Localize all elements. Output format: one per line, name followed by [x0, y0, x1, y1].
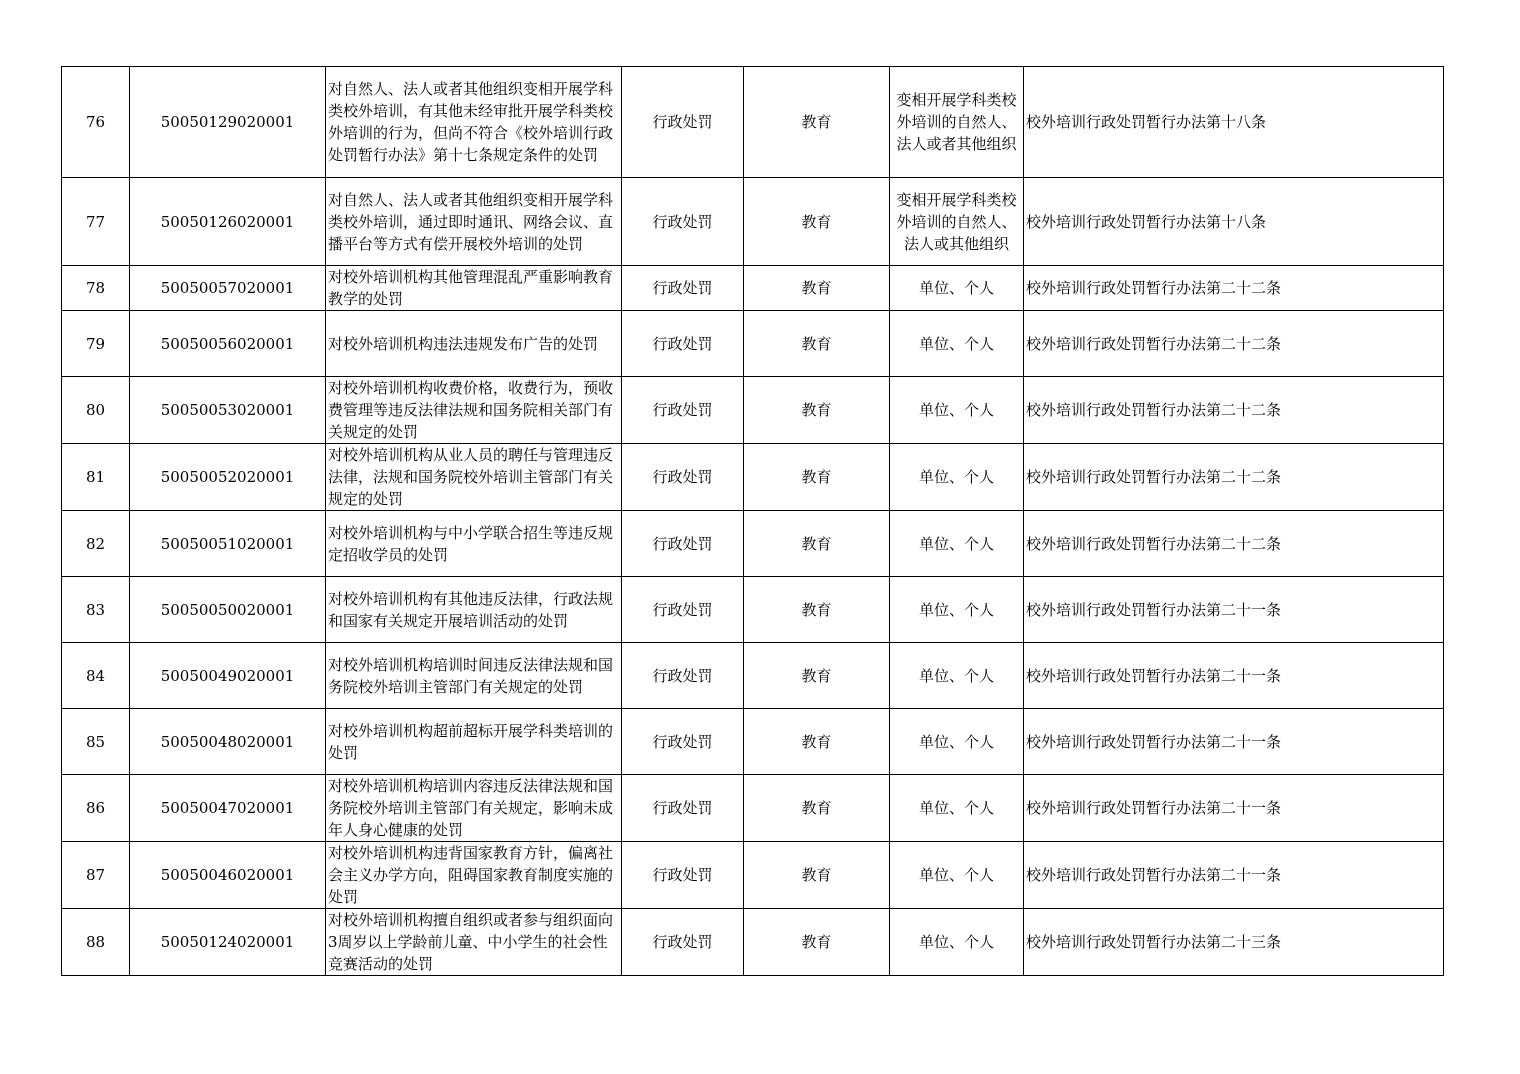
power-type-cell: 行政处罚: [622, 67, 744, 178]
item-name-cell: 对校外培训机构与中小学联合招生等违反规定招收学员的处罚: [326, 511, 622, 577]
legal-basis-cell: 校外培训行政处罚暂行办法第二十一条: [1024, 643, 1444, 709]
target-object-cell: 单位、个人: [890, 311, 1024, 377]
row-number-cell: 82: [62, 511, 130, 577]
power-type-cell: 行政处罚: [622, 643, 744, 709]
table-row: [62, 842, 1444, 909]
row-number-cell: 87: [62, 842, 130, 909]
power-type-cell: 行政处罚: [622, 842, 744, 909]
power-type-cell: 行政处罚: [622, 577, 744, 643]
power-type-cell: 行政处罚: [622, 511, 744, 577]
target-object-cell: 单位、个人: [890, 577, 1024, 643]
legal-basis-cell: 校外培训行政处罚暂行办法第十八条: [1024, 67, 1444, 178]
department-cell: 教育: [744, 178, 890, 266]
power-type-cell: 行政处罚: [622, 909, 744, 976]
legal-basis-cell: 校外培训行政处罚暂行办法第二十二条: [1024, 311, 1444, 377]
legal-basis-cell: 校外培训行政处罚暂行办法第二十一条: [1024, 709, 1444, 775]
item-code-cell: 50050053020001: [130, 377, 326, 444]
table-row: [62, 178, 1444, 266]
department-cell: 教育: [744, 709, 890, 775]
item-code-cell: 50050047020001: [130, 775, 326, 842]
power-type-cell: 行政处罚: [622, 709, 744, 775]
power-type-cell: 行政处罚: [622, 266, 744, 311]
table-row: [62, 909, 1444, 976]
item-code-cell: 50050046020001: [130, 842, 326, 909]
department-cell: 教育: [744, 643, 890, 709]
item-name-cell: 对自然人、法人或者其他组织变相开展学科类校外培训，有其他未经审批开展学科类校外培训的行为，但尚不符合《校外培训行政处罚暂行办法》第十七条规定条件的处罚: [326, 67, 622, 178]
target-object-cell: 变相开展学科类校外培训的自然人、法人或者其他组织: [890, 67, 1024, 178]
legal-basis-cell: 校外培训行政处罚暂行办法第二十二条: [1024, 444, 1444, 511]
item-name-cell: 对校外培训机构擅自组织或者参与组织面向3周岁以上学龄前儿童、中小学生的社会性竞赛活动的处罚: [326, 909, 622, 976]
table-row: [62, 444, 1444, 511]
department-cell: 教育: [744, 577, 890, 643]
legal-basis-cell: 校外培训行政处罚暂行办法第二十一条: [1024, 842, 1444, 909]
target-object-cell: 单位、个人: [890, 444, 1024, 511]
department-cell: 教育: [744, 266, 890, 311]
item-code-cell: 50050049020001: [130, 643, 326, 709]
row-number-cell: 84: [62, 643, 130, 709]
target-object-cell: 单位、个人: [890, 266, 1024, 311]
row-number-cell: 83: [62, 577, 130, 643]
department-cell: 教育: [744, 311, 890, 377]
target-object-cell: 单位、个人: [890, 909, 1024, 976]
table-row: [62, 643, 1444, 709]
row-number-cell: 78: [62, 266, 130, 311]
target-object-cell: 变相开展学科类校外培训的自然人、法人或其他组织: [890, 178, 1024, 266]
department-cell: 教育: [744, 775, 890, 842]
power-type-cell: 行政处罚: [622, 377, 744, 444]
item-code-cell: 50050051020001: [130, 511, 326, 577]
table-body: [62, 67, 1444, 976]
department-cell: 教育: [744, 842, 890, 909]
department-cell: 教育: [744, 444, 890, 511]
table-row: [62, 709, 1444, 775]
target-object-cell: 单位、个人: [890, 643, 1024, 709]
table-row: [62, 311, 1444, 377]
item-code-cell: 50050129020001: [130, 67, 326, 178]
row-number-cell: 77: [62, 178, 130, 266]
department-cell: 教育: [744, 909, 890, 976]
target-object-cell: 单位、个人: [890, 377, 1024, 444]
item-name-cell: 对校外培训机构从业人员的聘任与管理违反法律，法规和国务院校外培训主管部门有关规定的处罚: [326, 444, 622, 511]
legal-basis-cell: 校外培训行政处罚暂行办法第二十二条: [1024, 511, 1444, 577]
target-object-cell: 单位、个人: [890, 775, 1024, 842]
legal-basis-cell: 校外培训行政处罚暂行办法第十八条: [1024, 178, 1444, 266]
item-code-cell: 50050056020001: [130, 311, 326, 377]
power-type-cell: 行政处罚: [622, 311, 744, 377]
item-code-cell: 50050052020001: [130, 444, 326, 511]
department-cell: 教育: [744, 511, 890, 577]
legal-basis-cell: 校外培训行政处罚暂行办法第二十一条: [1024, 775, 1444, 842]
table-row: [62, 577, 1444, 643]
item-code-cell: 50050048020001: [130, 709, 326, 775]
item-name-cell: 对校外培训机构收费价格，收费行为，预收费管理等违反法律法规和国务院相关部门有关规定的处罚: [326, 377, 622, 444]
row-number-cell: 85: [62, 709, 130, 775]
table-row: [62, 775, 1444, 842]
legal-basis-cell: 校外培训行政处罚暂行办法第二十二条: [1024, 266, 1444, 311]
item-name-cell: 对自然人、法人或者其他组织变相开展学科类校外培训，通过即时通讯、网络会议、直播平台等方式有偿开展校外培训的处罚: [326, 178, 622, 266]
item-name-cell: 对校外培训机构超前超标开展学科类培训的处罚: [326, 709, 622, 775]
item-name-cell: 对校外培训机构培训内容违反法律法规和国务院校外培训主管部门有关规定，影响未成年人身心健康的处罚: [326, 775, 622, 842]
item-name-cell: 对校外培训机构违背国家教育方针，偏离社会主义办学方向，阻碍国家教育制度实施的处罚: [326, 842, 622, 909]
item-name-cell: 对校外培训机构有其他违反法律，行政法规和国家有关规定开展培训活动的处罚: [326, 577, 622, 643]
table-row: [62, 377, 1444, 444]
legal-basis-cell: 校外培训行政处罚暂行办法第二十二条: [1024, 377, 1444, 444]
power-type-cell: 行政处罚: [622, 178, 744, 266]
target-object-cell: 单位、个人: [890, 842, 1024, 909]
item-code-cell: 50050124020001: [130, 909, 326, 976]
legal-basis-cell: 校外培训行政处罚暂行办法第二十一条: [1024, 577, 1444, 643]
item-code-cell: 50050126020001: [130, 178, 326, 266]
target-object-cell: 单位、个人: [890, 511, 1024, 577]
row-number-cell: 81: [62, 444, 130, 511]
item-code-cell: 50050057020001: [130, 266, 326, 311]
table-row: [62, 266, 1444, 311]
table-row: [62, 511, 1444, 577]
department-cell: 教育: [744, 67, 890, 178]
item-name-cell: 对校外培训机构培训时间违反法律法规和国务院校外培训主管部门有关规定的处罚: [326, 643, 622, 709]
item-code-cell: 50050050020001: [130, 577, 326, 643]
row-number-cell: 88: [62, 909, 130, 976]
table-row: [62, 67, 1444, 178]
item-name-cell: 对校外培训机构违法违规发布广告的处罚: [326, 311, 622, 377]
department-cell: 教育: [744, 377, 890, 444]
legal-basis-cell: 校外培训行政处罚暂行办法第二十三条: [1024, 909, 1444, 976]
power-type-cell: 行政处罚: [622, 775, 744, 842]
target-object-cell: 单位、个人: [890, 709, 1024, 775]
penalty-table: [61, 66, 1444, 976]
item-name-cell: 对校外培训机构其他管理混乱严重影响教育教学的处罚: [326, 266, 622, 311]
row-number-cell: 80: [62, 377, 130, 444]
row-number-cell: 79: [62, 311, 130, 377]
row-number-cell: 86: [62, 775, 130, 842]
row-number-cell: 76: [62, 67, 130, 178]
power-type-cell: 行政处罚: [622, 444, 744, 511]
